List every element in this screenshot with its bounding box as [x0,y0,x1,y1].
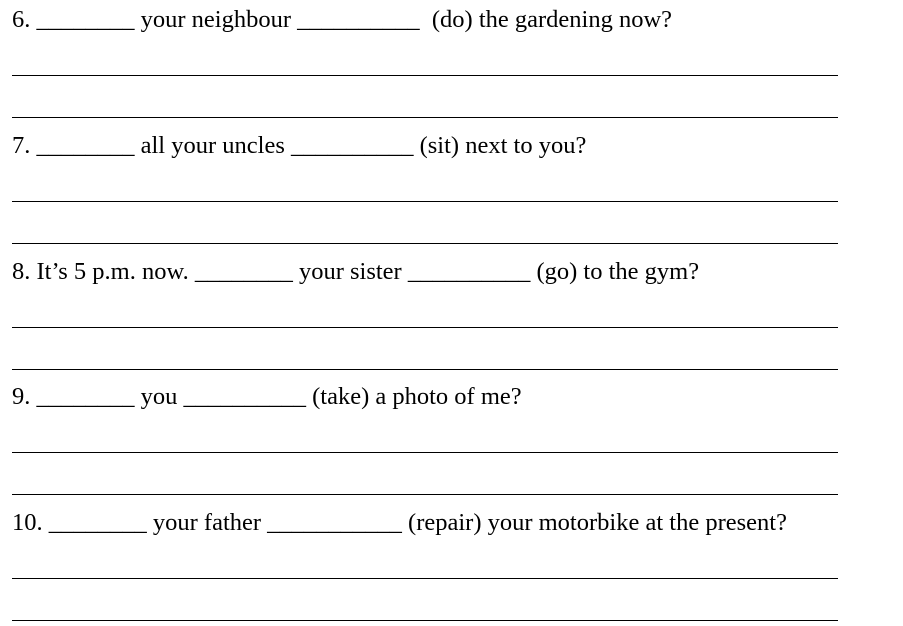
answer-line [12,327,838,328]
answer-line [12,578,838,579]
answer-line [12,117,838,118]
question-7: 7. ________ all your uncles __________ (sit) next to you? [12,132,587,159]
question-10: 10. ________ your father ___________ (repair) your motorbike at the present? [12,509,787,536]
question-8: 8. It’s 5 p.m. now. ________ your sister __________ (go) to the gym? [12,258,700,285]
question-9: 9. ________ you __________ (take) a photo of me? [12,383,522,410]
answer-line [12,452,838,453]
answer-line [12,243,838,244]
answer-line [12,75,838,76]
answer-line [12,620,838,621]
answer-line [12,201,838,202]
question-6: 6. ________ your neighbour __________ (do) the gardening now? [12,6,673,33]
answer-line [12,494,838,495]
answer-line [12,369,838,370]
